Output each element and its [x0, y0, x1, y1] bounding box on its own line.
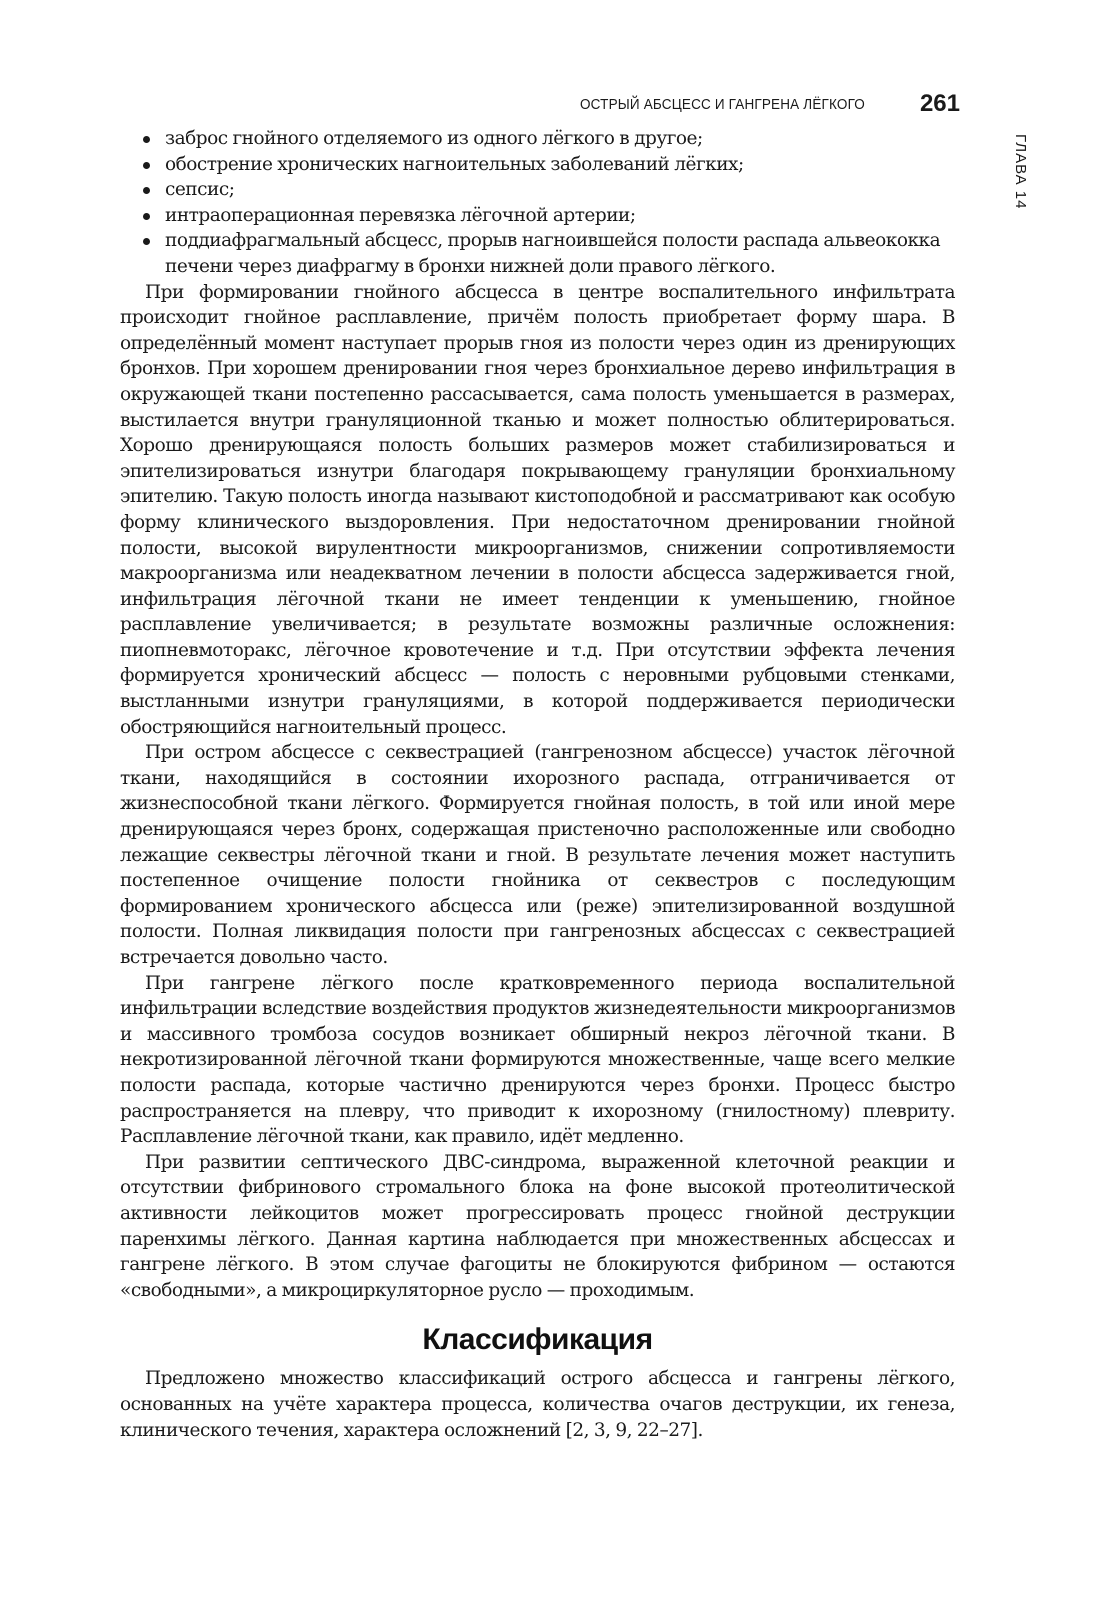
running-head [580, 90, 960, 120]
paragraph: При развитии септического ДВС-синдрома, выраженной клеточной реакции и отсутствии фибринового стромального блока на фоне высокой протеолитической активности лейкоцитов может прогрессировать процесс гнойной деструкции паренхимы лёгкого. Данная картина наблюдается при множественных абсцессах и гангрене лёгкого. В этом случае фагоциты не блокируются фибрином — остаются «свободными», а микроциркуляторное русло — проходимым. [120, 1151, 955, 1301]
list-item: сепсис; [120, 177, 955, 203]
paragraph: При остром абсцессе с секвестрацией (гангренозном абсцессе) участок лёгочной ткани, находящийся в состоянии ихорозного распада, отграничивается от жизнеспособной ткани лёгкого. Формируется гнойная полость, в той или иной мере дренирующаяся через бронх, содержащая пристеночно расположенные или свободно лежащие секвестры лёгочной ткани и гной. В результате лечения может наступить постепенное очищение полости гнойника от секвестров с последующим формированием хронического абсцесса или (реже) эпителизированной воздушной полости. Полная ликвидация полости при гангренозных абсцессах с секвестрацией встречается довольно часто. [120, 742, 955, 968]
paragraph: При формировании гнойного абсцесса в центре воспалительного инфильтрата происходит гнойное расплавление, причём полость приобретает форму шара. В определённый момент наступает прорыв гноя из полости через один из дренирующих бронхов. При хорошем дренировании гноя через бронхиальное дерево инфильтрация в окружающей ткани постепенно рассасывается, сама полость уменьшается в размерах, выстилается внутри грануляционной тканью и может полностью облитерироваться. Хорошо дренирующаяся полость больших размеров может стабилизироваться и эпителизироваться изнутри благодаря покрывающему грануляции бронхиальному эпителию. Такую полость иногда называют кистоподобной и рассматривают как особую форму клинического выздоровления. При недостаточном дренировании гнойной полости, высокой вирулентности микроорганизмов, снижении сопротивляемости макроорганизма или неадекватном лечении в полости абсцесса задерживается гной, инфильтрация лёгочной ткани не имеет тенденции к уменьшению, гнойное расплавление увеличивается; в результате возможны различные осложнения: пиопневмоторакс, лёгочное кровотечение и т.д. При отсутствии эффекта лечения формируется хронический абсцесс — полость с неровными рубцовыми стенками, выстланными изнутри грануляциями, в которой поддерживается периодически обостряющийся нагноительный процесс. [120, 281, 955, 738]
page-body [120, 126, 955, 1443]
section-heading: Классификация [422, 1323, 653, 1357]
bullet-list [120, 126, 955, 280]
running-title: ОСТРЫЙ АБСЦЕСС И ГАНГРЕНА ЛЁГКОГО [580, 96, 865, 113]
list-item: обострение хронических нагноительных заболеваний лёгких; [120, 152, 955, 178]
chapter-side-tab: ГЛАВА 14 [1012, 134, 1029, 210]
paragraph: Предложено множество классификаций острого абсцесса и гангрены лёгкого, основанных на учёте характера процесса, количества очагов деструкции, их генеза, клинического течения, характера осложнений [2, 3, 9, 22–27]. [120, 1368, 955, 1441]
page-number: 261 [919, 90, 960, 117]
list-item: заброс гнойного отделяемого из одного лёгкого в другое; [120, 126, 955, 152]
list-item: интраоперационная перевязка лёгочной артерии; [120, 203, 955, 229]
list-item: поддиафрагмальный абсцесс, прорыв нагноившейся полости распада альвеококка печени через диафрагму в бронхи нижней доли правого лёгкого. [120, 228, 955, 279]
paragraph: При гангрене лёгкого после кратковременного периода воспалительной инфильтрации вследствие воздействия продуктов жизнедеятельности микроорганизмов и массивного тромбоза сосудов возникает обширный некроз лёгочной ткани. В некротизированной лёгочной ткани формируются множественные, чаще всего мелкие полости распада, которые частично дренируются через бронхи. Процесс быстро распространяется на плевру, что приводит к ихорозному (гнилостному) плевриту. Расплавление лёгочной ткани, как правило, идёт медленно. [120, 972, 955, 1148]
